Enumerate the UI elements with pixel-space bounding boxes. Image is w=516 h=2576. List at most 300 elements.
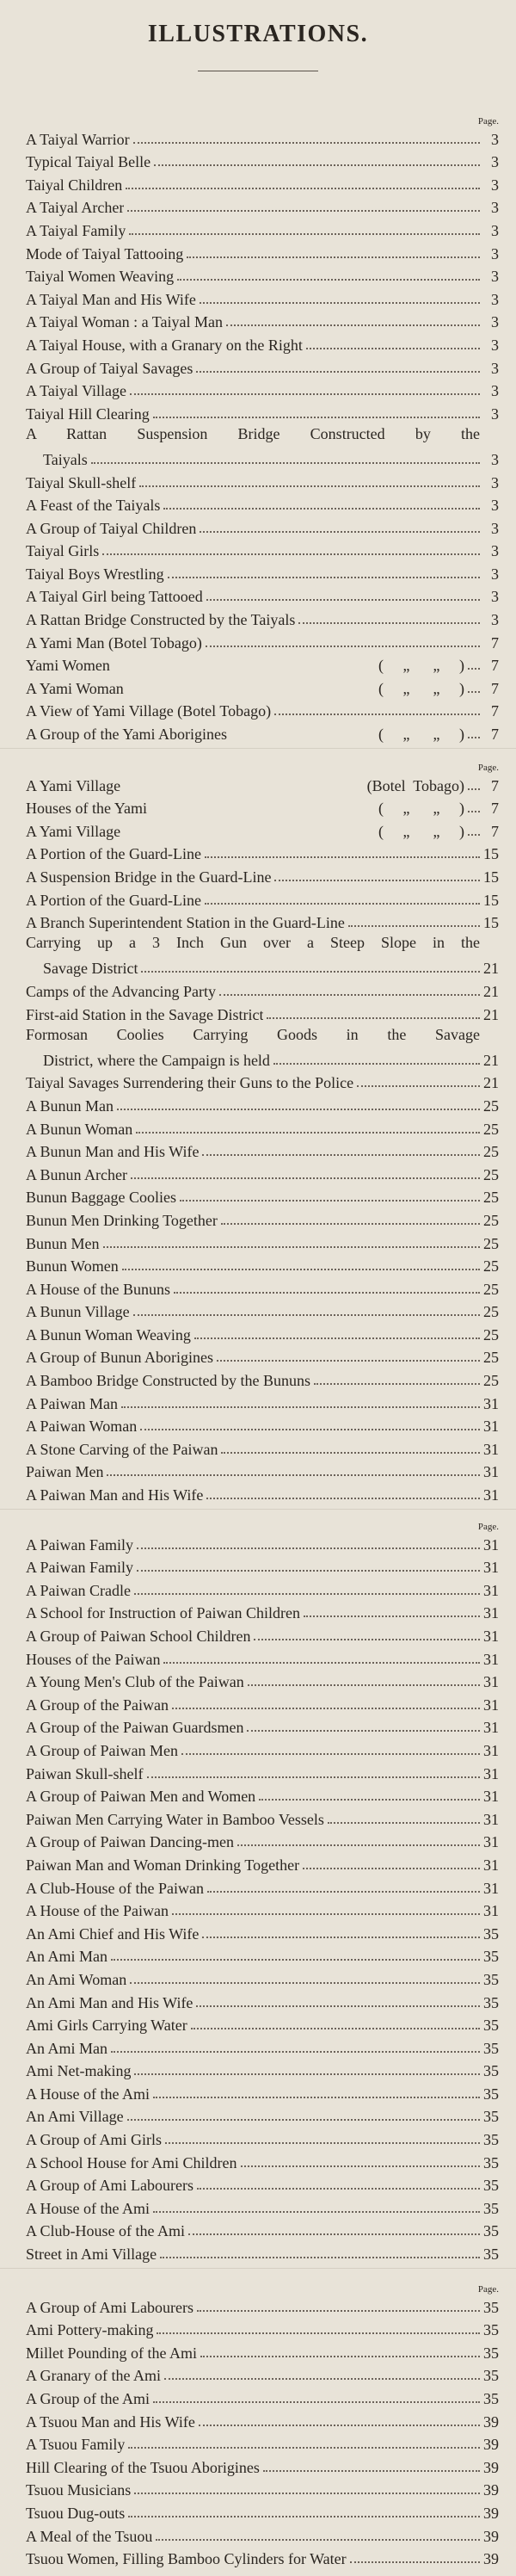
item-title: A Group of the Paiwan (26, 1696, 169, 1714)
dot-leader (133, 1314, 480, 1316)
item-page-number: 25 (483, 1143, 499, 1161)
item-title: Taiyal Skull-shelf (26, 473, 137, 491)
list-item (26, 771, 499, 794)
item-page-number: 35 (483, 2108, 499, 2126)
item-page-number: 31 (483, 1418, 499, 1436)
item-title: Ami Net-making (26, 2062, 132, 2080)
item-page-number: 39 (483, 2504, 499, 2522)
list-item (26, 886, 499, 909)
list-item (26, 2057, 499, 2080)
dot-leader (128, 2447, 480, 2449)
list-item (26, 2148, 499, 2171)
dot-leader (194, 1337, 480, 1339)
item-title: An Ami Man (26, 1948, 108, 1966)
list-item (26, 216, 499, 239)
item-page-number: 39 (483, 2550, 499, 2568)
list-item (26, 1320, 499, 1344)
dot-leader (468, 811, 480, 812)
dot-leader (180, 1200, 480, 1202)
item-title: A Taiyal Man and His Wife (26, 290, 196, 308)
item-page-number: 7 (491, 726, 499, 744)
item-page-number: 31 (483, 1879, 499, 1897)
list-item (26, 794, 499, 818)
list-item (26, 468, 499, 491)
dot-leader (206, 599, 480, 601)
item-page-number: 39 (483, 2458, 499, 2476)
dot-leader (221, 1223, 480, 1225)
list-item (26, 720, 499, 743)
item-page-number: 3 (491, 221, 499, 239)
item-title: A Taiyal Village (26, 382, 126, 400)
item-page-number: 3 (491, 199, 499, 217)
item-page-number: 25 (483, 1096, 499, 1115)
item-title: A Yami Man (Botel Tobago) (26, 633, 202, 652)
list-item (26, 1480, 499, 1504)
dot-leader (205, 903, 480, 905)
list-item (26, 1091, 499, 1115)
item-page-number: 35 (483, 2298, 499, 2316)
item-title: A Rattan Suspension Bridge Constructed by the (26, 424, 480, 442)
item-title: A Club-House of the Ami (26, 2222, 185, 2240)
item-title: Taiyal Hill Clearing (26, 405, 150, 423)
item-page-number: 3 (491, 313, 499, 331)
list-item (26, 239, 499, 263)
list-item (26, 2362, 499, 2385)
item-title: A Paiwan Family (26, 1559, 133, 1577)
item-page-number: 31 (483, 1741, 499, 1759)
illustrations-list (0, 116, 516, 2567)
list-item (26, 909, 499, 932)
list-item (26, 1366, 499, 1389)
dot-leader (357, 1085, 480, 1087)
item-title: A Portion of the Guard-Line (26, 891, 201, 909)
item-page-number: 31 (483, 1463, 499, 1481)
list-item (26, 1759, 499, 1782)
item-page-number: 35 (483, 1948, 499, 1966)
dot-leader (134, 1593, 480, 1595)
list-item (26, 285, 499, 308)
item-title: Paiwan Man and Woman Drinking Together (26, 1856, 300, 1874)
item-page-number: 3 (491, 588, 499, 606)
list-item (26, 2125, 499, 2148)
item-page-number: 3 (491, 473, 499, 491)
list-item (26, 354, 499, 377)
item-page-number: 3 (491, 359, 499, 377)
list-item (26, 2453, 499, 2476)
item-title: A Bunun Village (26, 1303, 130, 1321)
list-item (26, 1389, 499, 1412)
dot-leader (133, 142, 480, 144)
list-item (26, 1530, 499, 1554)
item-page-number: 39 (483, 2412, 499, 2431)
item-title: A Group of Ami Labourers (26, 2298, 194, 2316)
item-page-number: 15 (483, 868, 499, 886)
item-title: Paiwan Men Carrying Water in Bamboo Vessels (26, 1810, 324, 1828)
dot-leader (263, 2470, 480, 2472)
item-title: A School House for Ami Children (26, 2153, 237, 2171)
list-item (26, 2316, 499, 2339)
item-title: An Ami Chief and His Wife (26, 1924, 200, 1943)
list-item (26, 1805, 499, 1828)
item-title: A View of Yami Village (Botel Tobago) (26, 702, 272, 720)
list-item (26, 125, 499, 148)
list-item (26, 652, 499, 675)
item-title: An Ami Man (26, 2039, 108, 2057)
item-title: A Paiwan Man and His Wife (26, 1486, 204, 1504)
dot-leader (163, 508, 480, 510)
list-item (26, 2293, 499, 2316)
item-page-number: 3 (491, 244, 499, 263)
list-item (26, 1645, 499, 1668)
list-item (26, 1115, 499, 1138)
item-title: A Taiyal Woman : a Taiyal Man (26, 313, 223, 331)
dot-leader (468, 834, 480, 836)
item-title: A House of the Ami (26, 2199, 150, 2217)
dot-leader (468, 788, 480, 790)
dot-leader (306, 348, 480, 349)
item-title: A Taiyal Family (26, 221, 126, 239)
dot-leader (160, 2257, 480, 2258)
list-item (26, 1160, 499, 1183)
item-title: Taiyal Children (26, 176, 123, 194)
item-page-number: 25 (483, 1349, 499, 1367)
item-title: A Bunun Woman Weaving (26, 1325, 191, 1344)
item-page-number: 31 (483, 1486, 499, 1504)
item-page-number: 31 (483, 1810, 499, 1828)
page-column-heading: Page. (477, 2284, 499, 2295)
item-location: ( „ „ ) (378, 726, 464, 744)
item-title: A Group of Paiwan School Children (26, 1628, 251, 1645)
item-title: First-aid Station in the Savage District (26, 1005, 264, 1023)
list-item (26, 1412, 499, 1436)
list-item (26, 605, 499, 628)
list-item (26, 1183, 499, 1207)
item-page-number: 3 (491, 497, 499, 515)
item-title-continued: Taiyals (43, 450, 88, 468)
item-page-number: 31 (483, 1394, 499, 1412)
list-item (26, 2217, 499, 2240)
item-title: Taiyal Girls (26, 542, 100, 560)
dot-leader (219, 994, 480, 996)
dot-leader (197, 2310, 480, 2312)
dot-leader (103, 1246, 481, 1248)
item-page-number: 3 (491, 130, 499, 148)
item-title: A Group of Bunun Aborigines (26, 1349, 213, 1367)
list-item (26, 840, 499, 863)
dot-leader (468, 737, 480, 738)
list-item (26, 148, 499, 171)
item-page-number: 35 (483, 2367, 499, 2385)
list-item (26, 1435, 499, 1458)
dot-leader (298, 622, 480, 624)
item-title: A Stone Carving of the Paiwan (26, 1440, 218, 1458)
item-page-number: 39 (483, 2481, 499, 2499)
item-page-number: 21 (483, 982, 499, 1000)
item-page-number: 3 (491, 268, 499, 286)
item-title: A Bamboo Bridge Constructed by the Bununs (26, 1372, 310, 1390)
dot-leader (468, 668, 480, 670)
item-page-number: 3 (491, 450, 499, 468)
item-page-number: 35 (483, 2390, 499, 2407)
dot-leader (200, 2356, 480, 2357)
item-page-number: 25 (483, 1189, 499, 1207)
item-page-number: 7 (491, 822, 499, 840)
item-title: A Group of Ami Labourers (26, 2177, 194, 2195)
section-divider (0, 2268, 516, 2269)
item-location: ( „ „ ) (378, 800, 464, 818)
dot-leader (140, 1429, 480, 1430)
item-page-number: 35 (483, 2131, 499, 2149)
item-page-number: 3 (491, 611, 499, 629)
dot-leader (174, 1292, 480, 1294)
list-item (26, 674, 499, 697)
list-item (26, 2239, 499, 2263)
dot-leader (164, 2378, 480, 2380)
item-title: A House of the Bununs (26, 1280, 170, 1298)
dot-leader (147, 1776, 481, 1778)
item-title: Bunun Women (26, 1257, 119, 1276)
dot-leader (153, 2097, 480, 2098)
dot-leader (247, 1730, 480, 1732)
dot-leader (273, 1063, 480, 1065)
dot-leader (248, 1684, 480, 1686)
item-title: Mode of Taiyal Tattooing (26, 244, 184, 263)
item-page-number: 35 (483, 2177, 499, 2195)
item-page-number: 35 (483, 2246, 499, 2264)
dot-leader (188, 2233, 480, 2235)
item-title: A Taiyal Warrior (26, 130, 130, 148)
item-location: ( „ „ ) (378, 657, 464, 675)
dot-leader (205, 856, 480, 858)
dot-leader (130, 393, 480, 395)
list-item (26, 1000, 499, 1023)
dot-leader (197, 2188, 480, 2190)
item-title: A Tsuou Family (26, 2436, 126, 2454)
dot-leader (259, 1799, 480, 1801)
list-item (26, 2431, 499, 2454)
dot-leader (196, 2005, 480, 2007)
item-title: Taiyal Women Weaving (26, 268, 175, 286)
list-item (26, 1622, 499, 1645)
dot-leader (206, 646, 480, 647)
dot-leader (217, 1360, 480, 1362)
item-page-number: 31 (483, 1604, 499, 1622)
item-page-number: 35 (483, 2153, 499, 2171)
item-page-number: 35 (483, 2222, 499, 2240)
dot-leader (141, 971, 480, 973)
item-title: A Bunun Archer (26, 1165, 127, 1183)
dot-leader (137, 1547, 480, 1549)
item-title: A Bunun Man (26, 1096, 114, 1115)
item-page-number: 31 (483, 1673, 499, 1691)
item-page-number: 7 (491, 800, 499, 818)
dot-leader (468, 691, 480, 693)
dot-leader (202, 1937, 480, 1938)
item-title: A Bunun Woman (26, 1120, 133, 1138)
item-page-number: 35 (483, 1993, 499, 2011)
list-item (26, 1690, 499, 1714)
list-item (26, 1714, 499, 1737)
dot-leader (165, 2142, 480, 2144)
item-page-number: 15 (483, 891, 499, 909)
item-page-number: 25 (483, 1372, 499, 1390)
list-item (26, 537, 499, 560)
item-title: A Tsuou Man and His Wife (26, 2412, 195, 2431)
item-title: A Group of Paiwan Men and Women (26, 1788, 256, 1806)
item-page-number: 3 (491, 565, 499, 583)
item-page-number: 31 (483, 1628, 499, 1645)
item-title: Tsuou Musicians (26, 2481, 132, 2499)
item-title: A Group of Taiyal Savages (26, 359, 194, 377)
item-title: Taiyal Boys Wrestling (26, 565, 164, 583)
list-item (26, 1576, 499, 1599)
list-item (26, 2545, 499, 2568)
item-title: A Taiyal Girl being Tattooed (26, 588, 203, 606)
list-item (26, 377, 499, 400)
item-page-number: 21 (483, 1005, 499, 1023)
item-title: Street in Ami Village (26, 2246, 157, 2264)
list-section (26, 1522, 499, 2263)
list-item (26, 1599, 499, 1622)
dot-leader (131, 1177, 480, 1179)
item-page-number: 25 (483, 1120, 499, 1138)
item-title: A School for Instruction of Paiwan Children (26, 1604, 300, 1622)
item-title: Carrying up a 3 Inch Gun over a Steep Slope in the (26, 934, 480, 952)
item-page-number: 35 (483, 2039, 499, 2057)
item-page-number: 3 (491, 405, 499, 423)
dot-leader (237, 1844, 480, 1846)
dot-leader (177, 279, 480, 281)
dot-leader (139, 485, 480, 487)
dot-leader (191, 2028, 480, 2029)
item-title: Houses of the Yami (26, 800, 148, 818)
dot-leader (130, 1982, 480, 1984)
item-title: A Paiwan Cradle (26, 1581, 131, 1599)
item-title: Millet Pounding of the Ami (26, 2344, 198, 2362)
item-title: Typical Taiyal Belle (26, 153, 151, 171)
list-item (26, 1943, 499, 1966)
dot-leader (129, 233, 480, 235)
dot-leader (136, 1132, 480, 1134)
item-page-number: 31 (483, 1833, 499, 1851)
dot-leader (199, 2425, 480, 2426)
list-item (26, 1344, 499, 1367)
dot-leader (226, 324, 480, 326)
item-title: A Group of Ami Girls (26, 2131, 163, 2149)
item-page-number: 15 (483, 914, 499, 932)
item-title: A Paiwan Family (26, 1535, 133, 1554)
item-page-number: 31 (483, 1581, 499, 1599)
item-page-number: 35 (483, 2321, 499, 2339)
item-page-number: 35 (483, 1924, 499, 1943)
item-title: A Taiyal House, with a Granary on the Right (26, 336, 303, 354)
list-section (26, 763, 499, 1504)
item-title: A Yami Village (26, 776, 121, 794)
list-item (26, 2194, 499, 2217)
dot-leader (221, 1452, 480, 1454)
item-page-number: 25 (483, 1325, 499, 1344)
item-page-number: 31 (483, 1719, 499, 1737)
item-title: A Meal of the Tsuou (26, 2527, 153, 2545)
list-item (26, 1458, 499, 1481)
list-item (26, 491, 499, 515)
item-title: Hill Clearing of the Tsuou Aborigines (26, 2458, 260, 2476)
item-page-number: 3 (491, 519, 499, 537)
list-item (26, 1874, 499, 1897)
list-item (26, 1138, 499, 1161)
item-title: Paiwan Men (26, 1463, 104, 1481)
dot-leader (126, 188, 480, 189)
list-item (26, 1554, 499, 1577)
dot-leader (200, 531, 480, 533)
item-title: An Ami Village (26, 2108, 124, 2126)
list-item (26, 2407, 499, 2431)
item-title: A Suspension Bridge in the Guard-Line (26, 868, 272, 886)
list-item (26, 1069, 499, 1092)
list-item (26, 1206, 499, 1229)
item-title: A Club-House of the Paiwan (26, 1879, 204, 1897)
list-item (26, 263, 499, 286)
item-page-number: 35 (483, 2017, 499, 2035)
list-item (26, 628, 499, 652)
list-section (26, 116, 499, 743)
item-title: A Taiyal Archer (26, 199, 125, 217)
dot-leader (304, 1615, 480, 1617)
item-title: Formosan Coolies Carrying Goods in the Savage (26, 1025, 480, 1043)
item-page-number: 21 (483, 960, 499, 978)
item-page-number: 21 (483, 1074, 499, 1092)
dot-leader (153, 417, 480, 418)
list-item (26, 559, 499, 583)
dot-leader (127, 2119, 480, 2121)
item-title: Tsuou Dug-outs (26, 2504, 126, 2522)
list-item (26, 1919, 499, 1943)
item-page-number: 35 (483, 1970, 499, 1988)
dot-leader (172, 1913, 480, 1915)
list-item (26, 2499, 499, 2522)
list-item (26, 1828, 499, 1851)
dot-leader (314, 1383, 480, 1385)
item-title: Yami Women (26, 657, 110, 675)
list-item (26, 1023, 499, 1069)
item-title: A Portion of the Guard-Line (26, 845, 201, 863)
dot-leader (128, 2516, 480, 2517)
item-page-number: 31 (483, 1440, 499, 1458)
item-title: A Group of Paiwan Men (26, 1741, 178, 1759)
item-title: Ami Girls Carrying Water (26, 2017, 187, 2035)
item-title: A Granary of the Ami (26, 2367, 161, 2385)
item-title-continued: District, where the Campaign is held (43, 1051, 270, 1069)
dot-leader (181, 1753, 480, 1755)
list-item (26, 399, 499, 423)
item-title: A Paiwan Man (26, 1394, 118, 1412)
list-item (26, 2103, 499, 2126)
item-title-continued: Savage District (43, 960, 138, 978)
list-item (26, 1298, 499, 1321)
list-item (26, 1668, 499, 1691)
item-page-number: 15 (483, 845, 499, 863)
list-item (26, 697, 499, 720)
item-page-number: 21 (483, 1051, 499, 1069)
dot-leader (121, 1406, 480, 1408)
dot-leader (163, 1662, 480, 1664)
item-title: Ami Pottery-making (26, 2321, 154, 2339)
item-location: ( „ „ ) (378, 822, 464, 840)
list-item (26, 862, 499, 886)
page-title: ILLUSTRATIONS. (147, 21, 369, 47)
item-page-number: 3 (491, 382, 499, 400)
item-title: A Yami Woman (26, 679, 124, 697)
